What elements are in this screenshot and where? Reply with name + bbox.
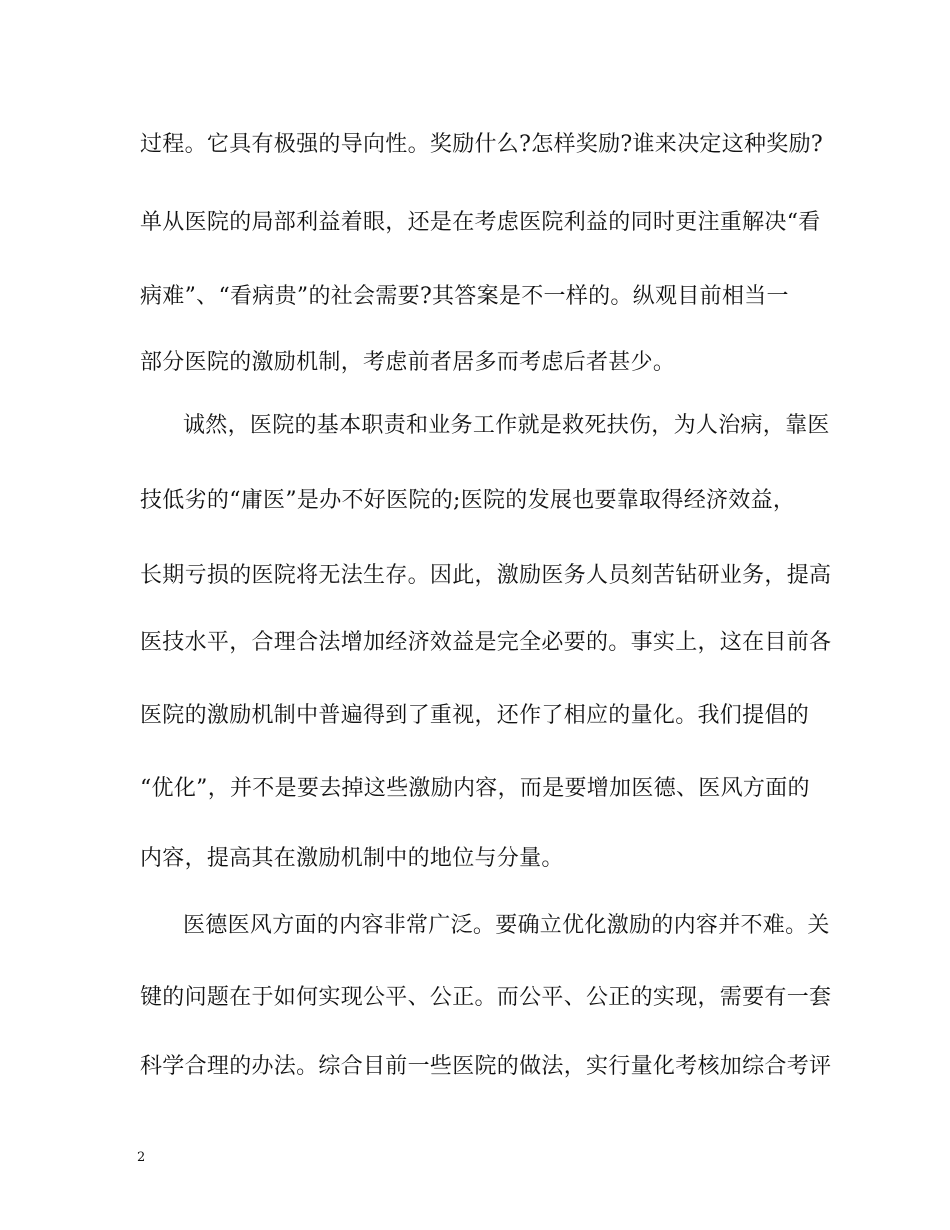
text-line: 医技水平，合理合法增加经济效益是完全必要的。事实上，这在目前各 bbox=[140, 630, 832, 655]
text-line: 科学合理的办法。综合目前一些医院的做法，实行量化考核加综合考评 bbox=[140, 1054, 832, 1079]
page-number: 2 bbox=[137, 1150, 146, 1165]
text-line: 长期亏损的医院将无法生存。因此，激励医务人员刻苦钻研业务，提高 bbox=[140, 563, 832, 588]
text-line: 内容，提高其在激励机制中的地位与分量。 bbox=[140, 846, 564, 871]
text-line: 单从医院的局部利益着眼，还是在考虑医院利益的同时更注重解决“看 bbox=[140, 210, 821, 235]
text-line: 技低劣的“庸医”是办不好医院的;医院的发展也要靠取得经济效益， bbox=[140, 488, 796, 513]
text-line: 过程。它具有极强的导向性。奖励什么?怎样奖励?谁来决定这种奖励? bbox=[140, 132, 823, 157]
text-line: 诚然，医院的基本职责和业务工作就是救死扶伤，为人治病，靠医 bbox=[183, 413, 830, 438]
text-line: “优化”，并不是要去掉这些激励内容，而是要增加医德、医风方面的 bbox=[140, 776, 810, 801]
text-line: 医德医风方面的内容非常广泛。要确立优化激励的内容并不难。关 bbox=[183, 913, 830, 938]
text-line: 医院的激励机制中普遍得到了重视，还作了相应的量化。我们提倡的 bbox=[140, 703, 810, 728]
text-line: 部分医院的激励机制，考虑前者居多而考虑后者甚少。 bbox=[140, 350, 676, 375]
text-line: 键的问题在于如何实现公平、公正。而公平、公正的实现，需要有一套 bbox=[140, 985, 832, 1010]
text-line: 病难”、“看病贵”的社会需要?其答案是不一样的。纵观目前相当一 bbox=[140, 284, 789, 309]
